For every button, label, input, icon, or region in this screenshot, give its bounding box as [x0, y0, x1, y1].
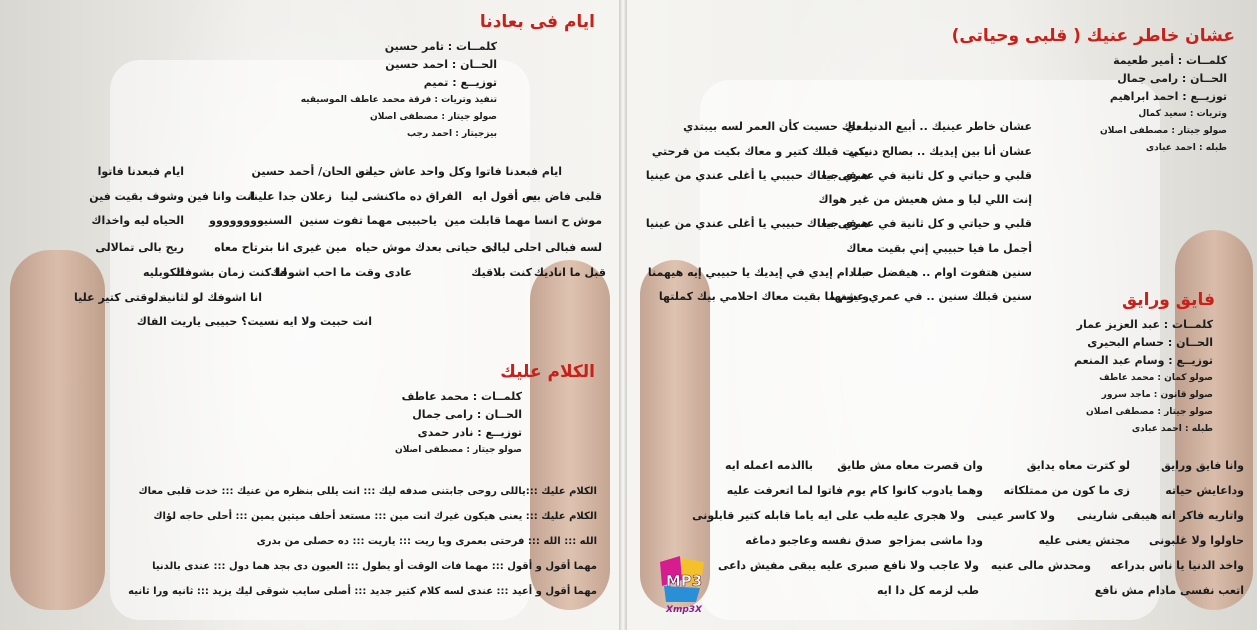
lyric-line: قلبي و حياتي و كل ثانية في عمري جيا	[822, 217, 1032, 230]
booklet-spine	[619, 0, 627, 630]
lyric-line: صدق نفسه وعاجبو دماغه	[745, 534, 882, 547]
lyric-line: معاك حسيت كأن العمر لسه بيبتدي	[683, 120, 869, 133]
lyric-line: الكلام عليك :::ياللى روحى جابتنى صدفه ليك ::: انت يللى بنظره من عنيك ::: خدت قلبى معاك	[138, 486, 597, 497]
song-credits	[1100, 52, 1227, 157]
lyric-line: مجتش يعنى عليه	[1038, 534, 1130, 547]
lyric-line: وانا فايق ورايق	[1161, 459, 1244, 472]
lyric-line: ولا هجرى عليه	[886, 509, 965, 522]
credit-line: كلمــات : أمير طعيمة	[1113, 54, 1227, 67]
lyric-line: ودا ماشى بمزاجو	[889, 534, 983, 547]
lyric-line: مين غيرى انا بترتاح معاه	[214, 241, 347, 254]
credit-line: توزيــع : نادر حمدى	[417, 426, 522, 439]
lyric-line: لو كترت معاه يدايق	[1026, 459, 1130, 472]
credit-line: الحــان : رامى جمال	[412, 408, 522, 421]
lyric-line: و يوم ما بقيت معاك احلامي بيك كملتها	[658, 290, 869, 303]
lyric-line: عشان أنا بين إيديك .. بصالح دنيتي	[848, 145, 1032, 158]
credit-line: الحــان : حسام البحيرى	[1087, 336, 1213, 349]
lyric-line: لما اتعرفت عليه	[726, 484, 813, 497]
credit-line: كلمــات : عبد العزيز عمار	[1076, 318, 1213, 331]
lyric-line: أجمل ما فيا حبيبي إني بقيت معاك	[846, 242, 1032, 255]
song-title: عشان خاطر عنيك ( قلبى وحياتى)	[951, 26, 1235, 46]
song-title: ايام فى بعادنا	[479, 12, 595, 32]
lyric-line: واتاريه فاكر انه هيبقى شارينى	[1076, 509, 1244, 522]
song-credits	[1074, 316, 1213, 438]
song-title: فايق ورايق	[1121, 290, 1215, 310]
lyric-line: طب لزمه كل دا ايه	[877, 584, 979, 597]
musician-line: صولو جيتار : مصطفى اصلان	[1086, 407, 1213, 417]
musician-line: طبله : احمد عبادى	[1131, 424, 1213, 434]
lyric-line: ومحدش مالى عنيه	[990, 559, 1091, 572]
song-title: الكلام عليك	[500, 362, 595, 382]
lyric-line: قلبي و حياتي و كل ثانية في عمري جيا	[822, 169, 1032, 182]
logo-main-text: MP3	[665, 572, 703, 590]
song-credits	[301, 38, 497, 143]
lyric-line: ايام فبعدنا فاتوا	[97, 165, 184, 178]
lyric-line: واخد الدنيا يا ناس بدراعه	[1110, 559, 1244, 572]
lyric-line: من الحان/ أحمد حسين	[251, 165, 372, 178]
lyric-line: زعلان جدا علينا	[249, 190, 332, 203]
musician-line: صولو قانون : ماجد سرور	[1101, 390, 1213, 400]
lyric-line: هبقى معاك حبيبي يا أغلى عندي من عينيا	[645, 169, 869, 182]
lyric-line: الكلام عليك ::: يعنى هيكون غيرك انت مين ::: مستعد أحلف ميتين يمين ::: أحلى حاجه لؤاك	[153, 511, 597, 522]
lyric-line: بكيت قبلك كتير و معاك بكيت من فرحتي	[651, 145, 869, 158]
lyric-line: انت حبيت ولا ايه نسيت؟ حبيبى ياريت الفاك	[136, 315, 372, 328]
lyric-line: إنت اللي ليا و مش هعيش من غير هواك	[818, 193, 1032, 206]
lyric-line: وهما يادوب كانوا كام يوم فاتوا	[816, 484, 983, 497]
song-credits	[395, 388, 522, 459]
lyric-line: عادى وقت ما احب اشوفك	[270, 266, 412, 279]
lyric-line: صبرى عليه يبقى مفيش داعى	[717, 559, 879, 572]
credit-line: الحــان : رامى جمال	[1117, 72, 1227, 85]
lyric-line: انا كنت زمان بشوفك	[174, 266, 287, 279]
musician-line: صولو كمان : محمد عاطف	[1099, 373, 1213, 383]
lyric-line: وشوف بقيت فين	[89, 190, 184, 203]
credit-line: كلمــات : تامر حسين	[384, 40, 497, 53]
lyric-line: قلبى فاض بيه	[525, 190, 602, 203]
lyric-line: السنيوووووووو	[209, 214, 292, 227]
credit-line: توزيــع : وسام عبد المنعم	[1073, 354, 1213, 367]
musician-line: صولو جيتار : مصطفى اصلان	[370, 112, 497, 122]
lyric-line: انت وانا فين	[187, 190, 255, 203]
lyric-line: سنين هتفوت اوام .. هيفضل حبنا	[852, 266, 1032, 279]
lyric-line: سنين قبلك سنين .. في عمري عشتها	[830, 290, 1032, 303]
lyric-line: طب على ايه ياما قابله كتير قابلونى	[692, 509, 885, 522]
arm-left-page-left	[10, 250, 105, 610]
lyric-line: ما دام إيدي في إيديك يا حبيبي إيه هيهمنا	[647, 266, 869, 279]
lyric-line: الكوبليه	[143, 266, 184, 279]
credit-line: توزيــع : احمد ابراهيم	[1109, 90, 1227, 103]
musician-line: بيزجيتار : احمد رجب	[406, 129, 497, 139]
lyric-line: زى ما كون من ممتلكاته	[1003, 484, 1130, 497]
musician-line: طبله : احمد عبادى	[1145, 143, 1227, 153]
lyric-line: هبقى معاك حبيبي يا أغلى عندي من عينيا	[645, 217, 869, 230]
lyric-line: انا اشوفك لو لثانية	[160, 291, 262, 304]
lyric-line: س أقول ايه	[472, 190, 537, 203]
lyric-line: وان قصرت معاه مش طايق	[837, 459, 983, 472]
credit-line: توزيــع : تميم	[423, 76, 497, 89]
lyric-line: وداعايش حياته	[1165, 484, 1244, 497]
lyric-line: ولا كاسر عينى	[976, 509, 1055, 522]
lyric-line: الله ::: الله ::: فرحتى بعمرى ويا ريت ::: ياريت ::: ده حصلى من بدرى	[256, 536, 597, 547]
musician-line: صولو جيتار : مصطفى اصلان	[1100, 126, 1227, 136]
lyric-line: مهما أقول و أعيد ::: عندى لسه كلام كتير جديد ::: أصلى سايب شوقى ليك يزيد ::: ثانيه ورا ثانيه	[128, 586, 597, 597]
lyric-line: الفراق ده ماكنشى لينا	[340, 190, 462, 203]
lyric-line: دى حياتى بعدك موش حياه	[355, 241, 497, 254]
lyric-line: ولا عاجب ولا نافع	[883, 559, 979, 572]
musician-line: تنفيذ وتريات : فرقة محمد عاطف الموسيقيه	[300, 95, 497, 105]
lyric-line: موش ح انسا مهما قابلت مين	[444, 214, 602, 227]
lyric-line: اتعب نفسى مادام مش نافع	[1094, 584, 1244, 597]
arm-left-page-right	[530, 260, 610, 610]
musician-line: صولو جيتار : مصطفى اصلان	[395, 445, 522, 455]
musician-line: وتريات : سعيد كمال	[1138, 109, 1227, 119]
lyric-line: ايام فبعدنا فاتوا وكل واحد عاش حياته	[358, 165, 562, 178]
lyric-line: الحياه ليه واخداك	[91, 214, 184, 227]
lyric-line: حاولوا ولا غلبونى	[1148, 534, 1244, 547]
lyric-line: باالذمه اعمله ايه	[724, 459, 813, 472]
lyric-line: كنت بلاقيك	[471, 266, 532, 279]
logo-sub-text: Xmp3X	[666, 605, 702, 615]
lyric-line: ياحبيبى مهما تفوت سنين	[299, 214, 437, 227]
lyric-line: مهما أقول و أقول ::: مهما فات الوقت أو يطول ::: العيون دى بجد هما دول ::: عندى بالدنيا	[152, 561, 597, 572]
credit-line: الحــان : احمد حسين	[385, 58, 497, 71]
lyric-line: قبل ما اناديك	[533, 266, 606, 279]
lyric-line: دلوقتى كتير عليا	[74, 291, 164, 304]
lyric-line: ريح بالى تمالالى	[95, 241, 184, 254]
credit-line: كلمــات : محمد عاطف	[401, 390, 522, 403]
lyric-line: لسه فبالى احلى ليالى	[482, 241, 602, 254]
lyric-line: عشان خاطر عينيك .. أبيع الدنيا دي	[845, 120, 1032, 133]
mp3-logo	[652, 552, 716, 616]
